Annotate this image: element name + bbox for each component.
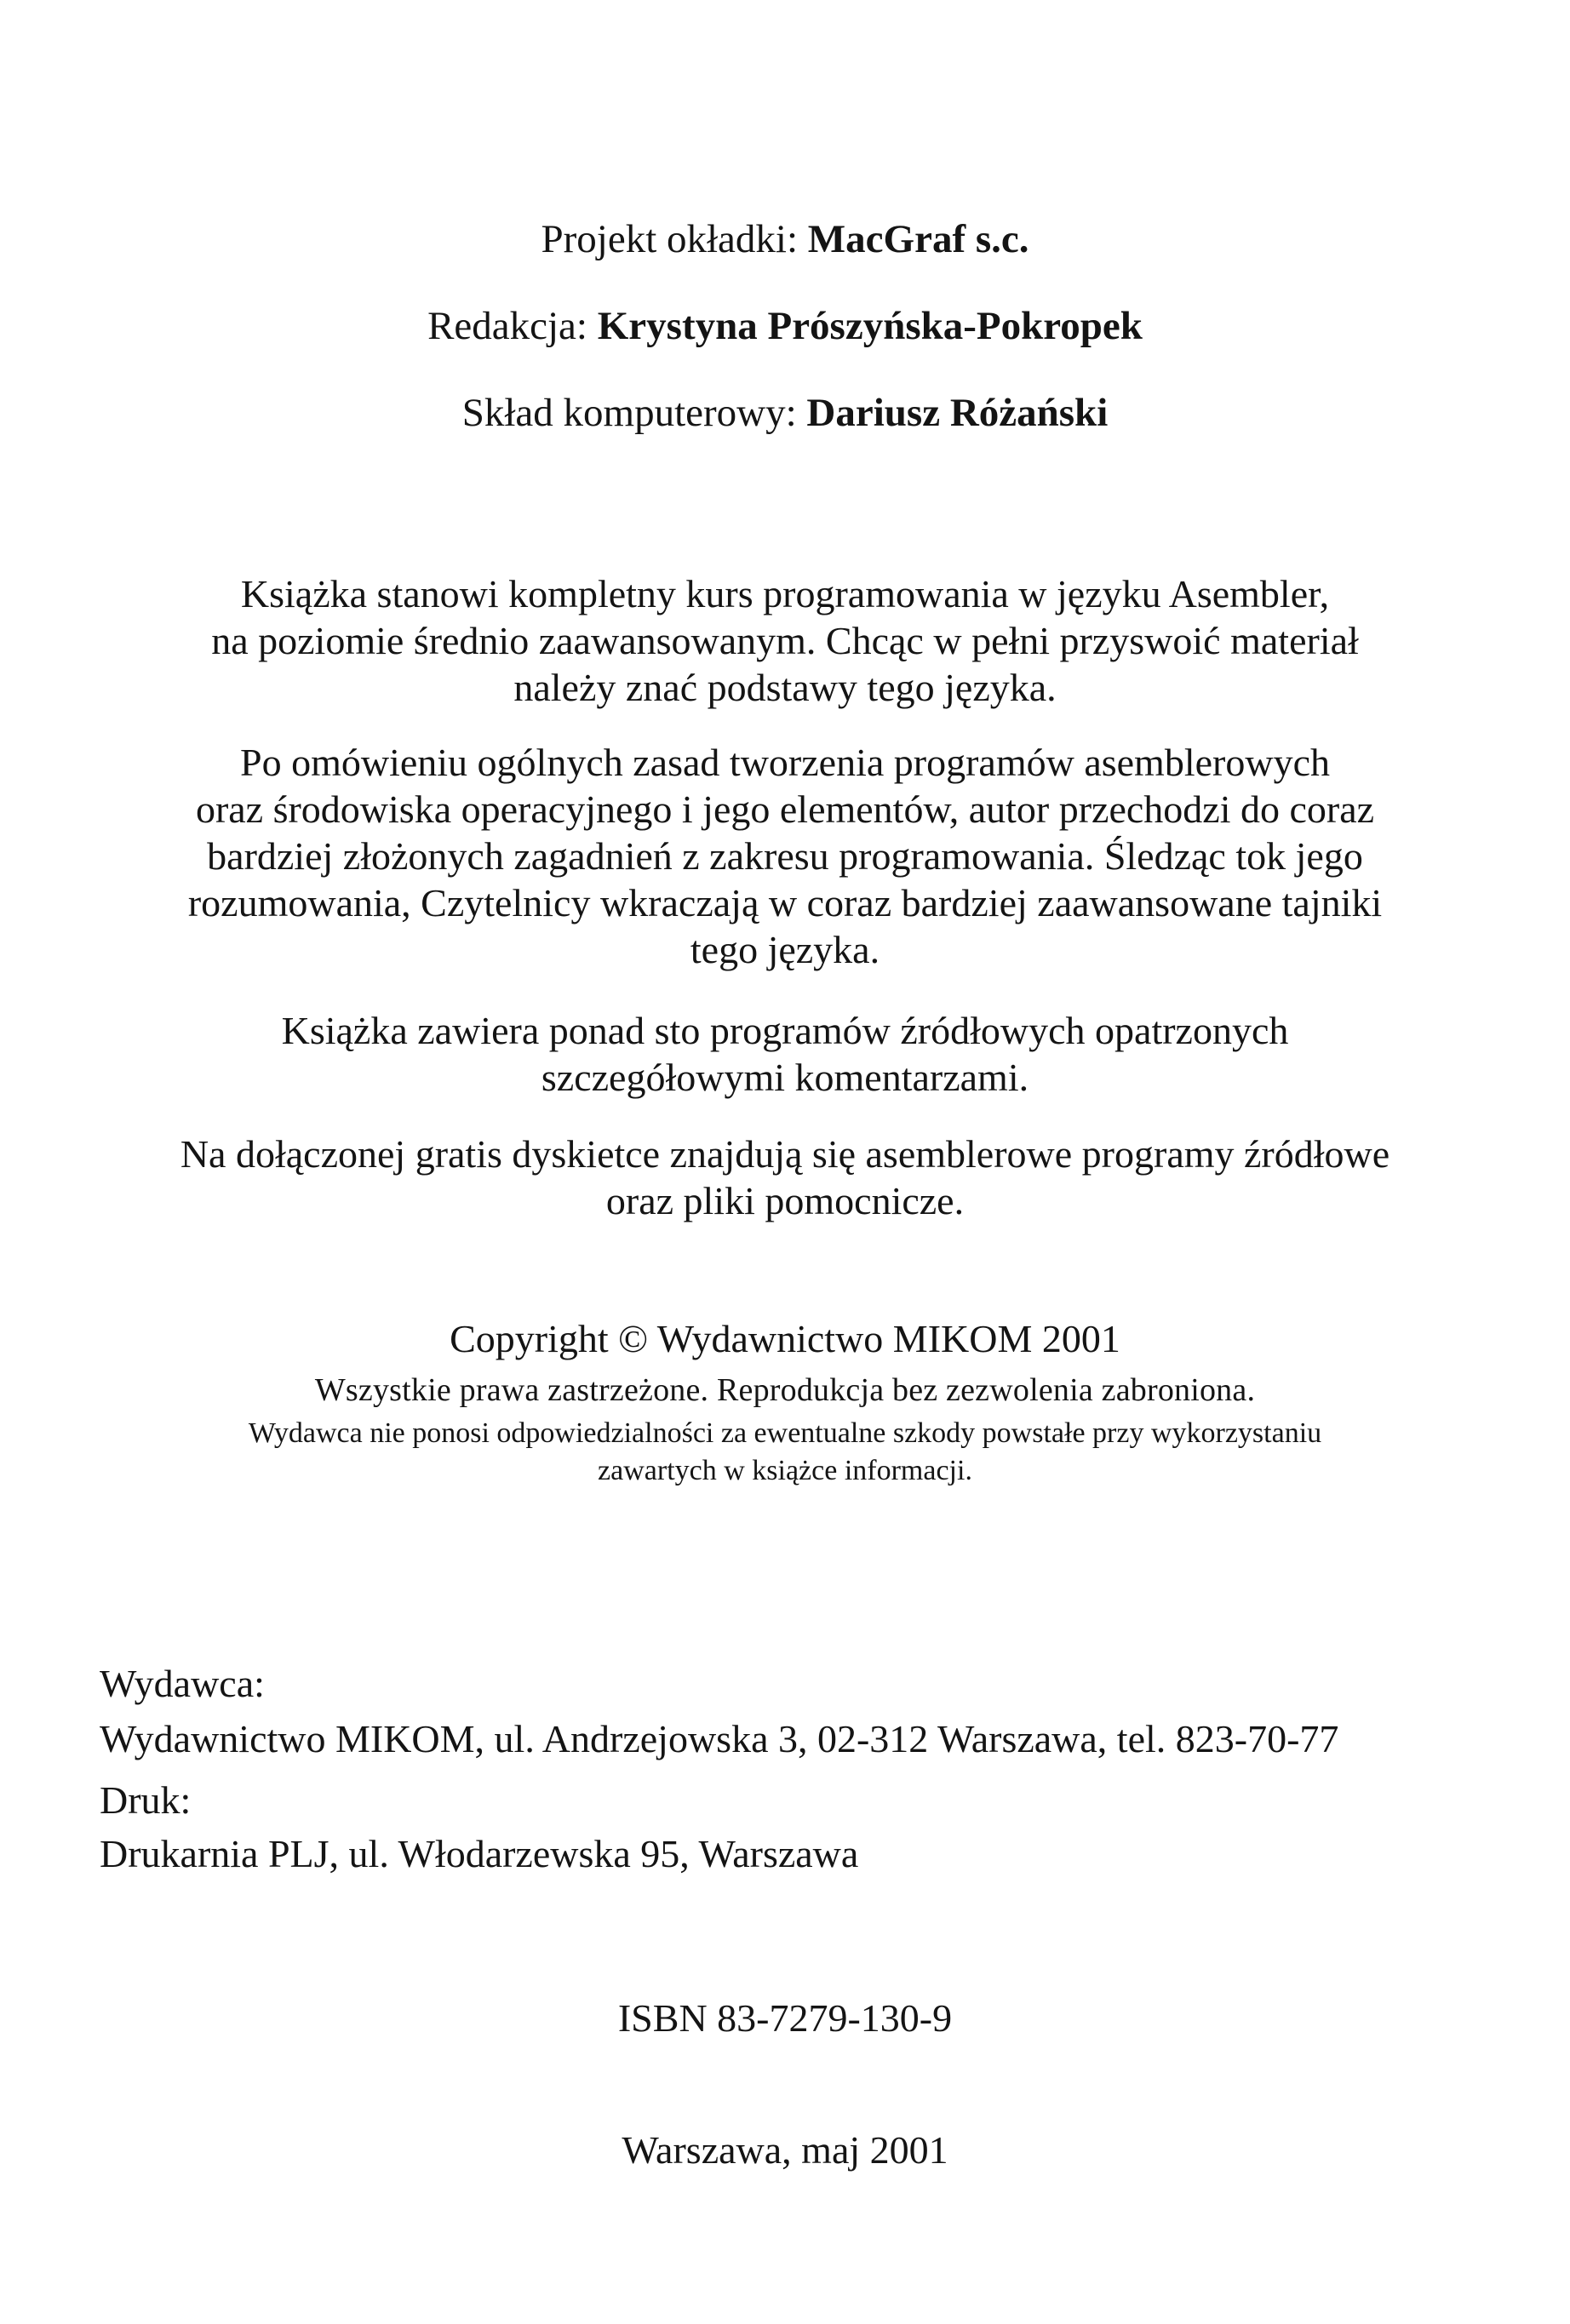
isbn: ISBN 83-7279-130-9	[617, 1996, 953, 2040]
description-paragraph-2	[0, 739, 1570, 973]
text-line: tego języka.	[690, 928, 880, 971]
cover-design-credit	[0, 215, 1570, 263]
publisher-details: Wydawnictwo MIKOM, ul. Andrzejowska 3, 02-312 Warszawa, tel. 823-70-77	[100, 1717, 1339, 1760]
text-line: Książka stanowi kompletny kurs programowania w języku Asembler,	[240, 572, 1330, 615]
printer-details: Drukarnia PLJ, ul. Włodarzewska 95, Warszawa	[100, 1832, 859, 1875]
credit-label: Redakcja:	[427, 304, 587, 348]
typesetting-credit	[0, 389, 1570, 437]
credit-label: Projekt okładki:	[541, 217, 799, 261]
text-line: szczegółowymi komentarzami.	[541, 1056, 1029, 1099]
credit-label: Skład komputerowy:	[461, 391, 797, 435]
text-line: bardziej złożonych zagadnień z zakresu programowania. Śledząc tok jego	[207, 834, 1363, 878]
text-line: Wydawca nie ponosi odpowiedzialności za ewentualne szkody powstałe przy wykorzystaniu	[248, 1417, 1322, 1449]
text-line: Książka zawiera ponad sto programów źródłowych opatrzonych	[281, 1009, 1289, 1052]
editor-credit	[0, 302, 1570, 350]
place-and-date: Warszawa, maj 2001	[622, 2128, 948, 2172]
text-line: zawartych w książce informacji.	[598, 1455, 972, 1486]
text-line: oraz środowiska operacyjnego i jego elementów, autor przechodzi do coraz	[195, 787, 1375, 831]
copyright-line: Copyright © Wydawnictwo MIKOM 2001	[450, 1317, 1120, 1360]
description-paragraph-4	[0, 1131, 1570, 1224]
text-line: Na dołączonej gratis dyskietce znajdują się asemblerowe programy źródłowe	[180, 1132, 1390, 1176]
credit-value: Dariusz Różański	[806, 391, 1109, 435]
liability-disclaimer	[0, 1415, 1570, 1490]
credit-value: Krystyna Prószyńska-Pokropek	[597, 304, 1143, 348]
text-line: oraz pliki pomocnicze.	[605, 1179, 965, 1222]
text-line: na poziomie średnio zaawansowanym. Chcąc w pełni przyswoić materiał	[211, 619, 1359, 662]
text-line: rozumowania, Czytelnicy wkraczają w coraz bardziej zaawansowane tajniki	[187, 881, 1383, 924]
publisher-label: Wydawca:	[100, 1662, 265, 1705]
text-line: Po omówieniu ogólnych zasad tworzenia programów asemblerowych	[240, 741, 1330, 784]
text-line: należy znać podstawy tego języka.	[513, 666, 1057, 709]
printer-label: Druk:	[100, 1778, 192, 1822]
credit-value: MacGraf s.c.	[807, 217, 1029, 261]
rights-reserved-line: Wszystkie prawa zastrzeżone. Reprodukcja bez zezwolenia zabroniona.	[314, 1372, 1256, 1408]
description-paragraph-3	[0, 1007, 1570, 1101]
description-paragraph-1	[0, 570, 1570, 711]
